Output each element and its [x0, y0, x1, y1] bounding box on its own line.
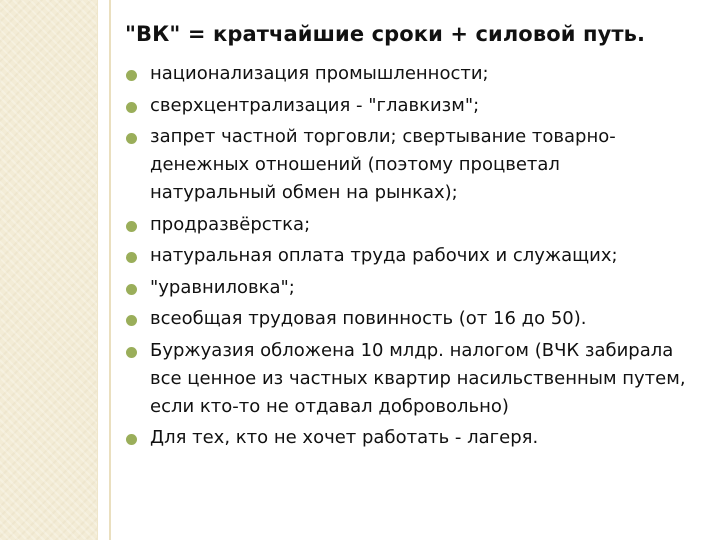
list-item — [126, 123, 686, 207]
bullet-icon — [126, 252, 137, 263]
list-item-text: натуральная оплата труда рабочих и служащих; — [150, 245, 618, 266]
list-item — [126, 274, 686, 302]
list-item — [126, 211, 686, 239]
bullet-icon — [126, 70, 137, 81]
bullet-icon — [126, 434, 137, 445]
bullet-icon — [126, 133, 137, 144]
list-item-text: сверхцентрализация - "главкизм"; — [150, 94, 480, 116]
list-item-text: национализация промышленности; — [150, 63, 489, 84]
list-item — [126, 92, 686, 120]
bullet-icon — [126, 221, 137, 232]
list-item — [126, 337, 686, 421]
list-item-text: продразвёрстка; — [150, 213, 311, 235]
decorative-sidebar — [0, 0, 97, 540]
sidebar-divider — [97, 0, 98, 540]
bullet-icon — [126, 102, 137, 113]
list-item — [126, 60, 686, 88]
list-item — [126, 305, 686, 333]
bullet-icon — [126, 315, 137, 326]
list-item-text: Для тех, кто не хочет работать - лагеря. — [150, 427, 539, 448]
list-item-text: "уравниловка"; — [150, 276, 295, 298]
slide-title: "ВК" = кратчайшие сроки + силовой путь. — [125, 22, 646, 46]
bullet-icon — [126, 284, 137, 295]
bullet-list — [126, 60, 686, 456]
sidebar-divider-line — [109, 0, 111, 540]
list-item-text: всеобщая трудовая повинность (от 16 до 50). — [150, 308, 587, 329]
list-item-text: Буржуазия обложена 10 млдр. налогом (ВЧК забирала все ценное из частных квартир насильственным путем, если кто-то не отдавал добровольно) — [150, 339, 686, 417]
list-item — [126, 424, 686, 452]
list-item-text: запрет частной торговли; свертывание товарно-денежных отношений (поэтому процветал натуральный обмен на рынках); — [150, 126, 616, 203]
list-item — [126, 242, 686, 270]
bullet-icon — [126, 347, 137, 358]
